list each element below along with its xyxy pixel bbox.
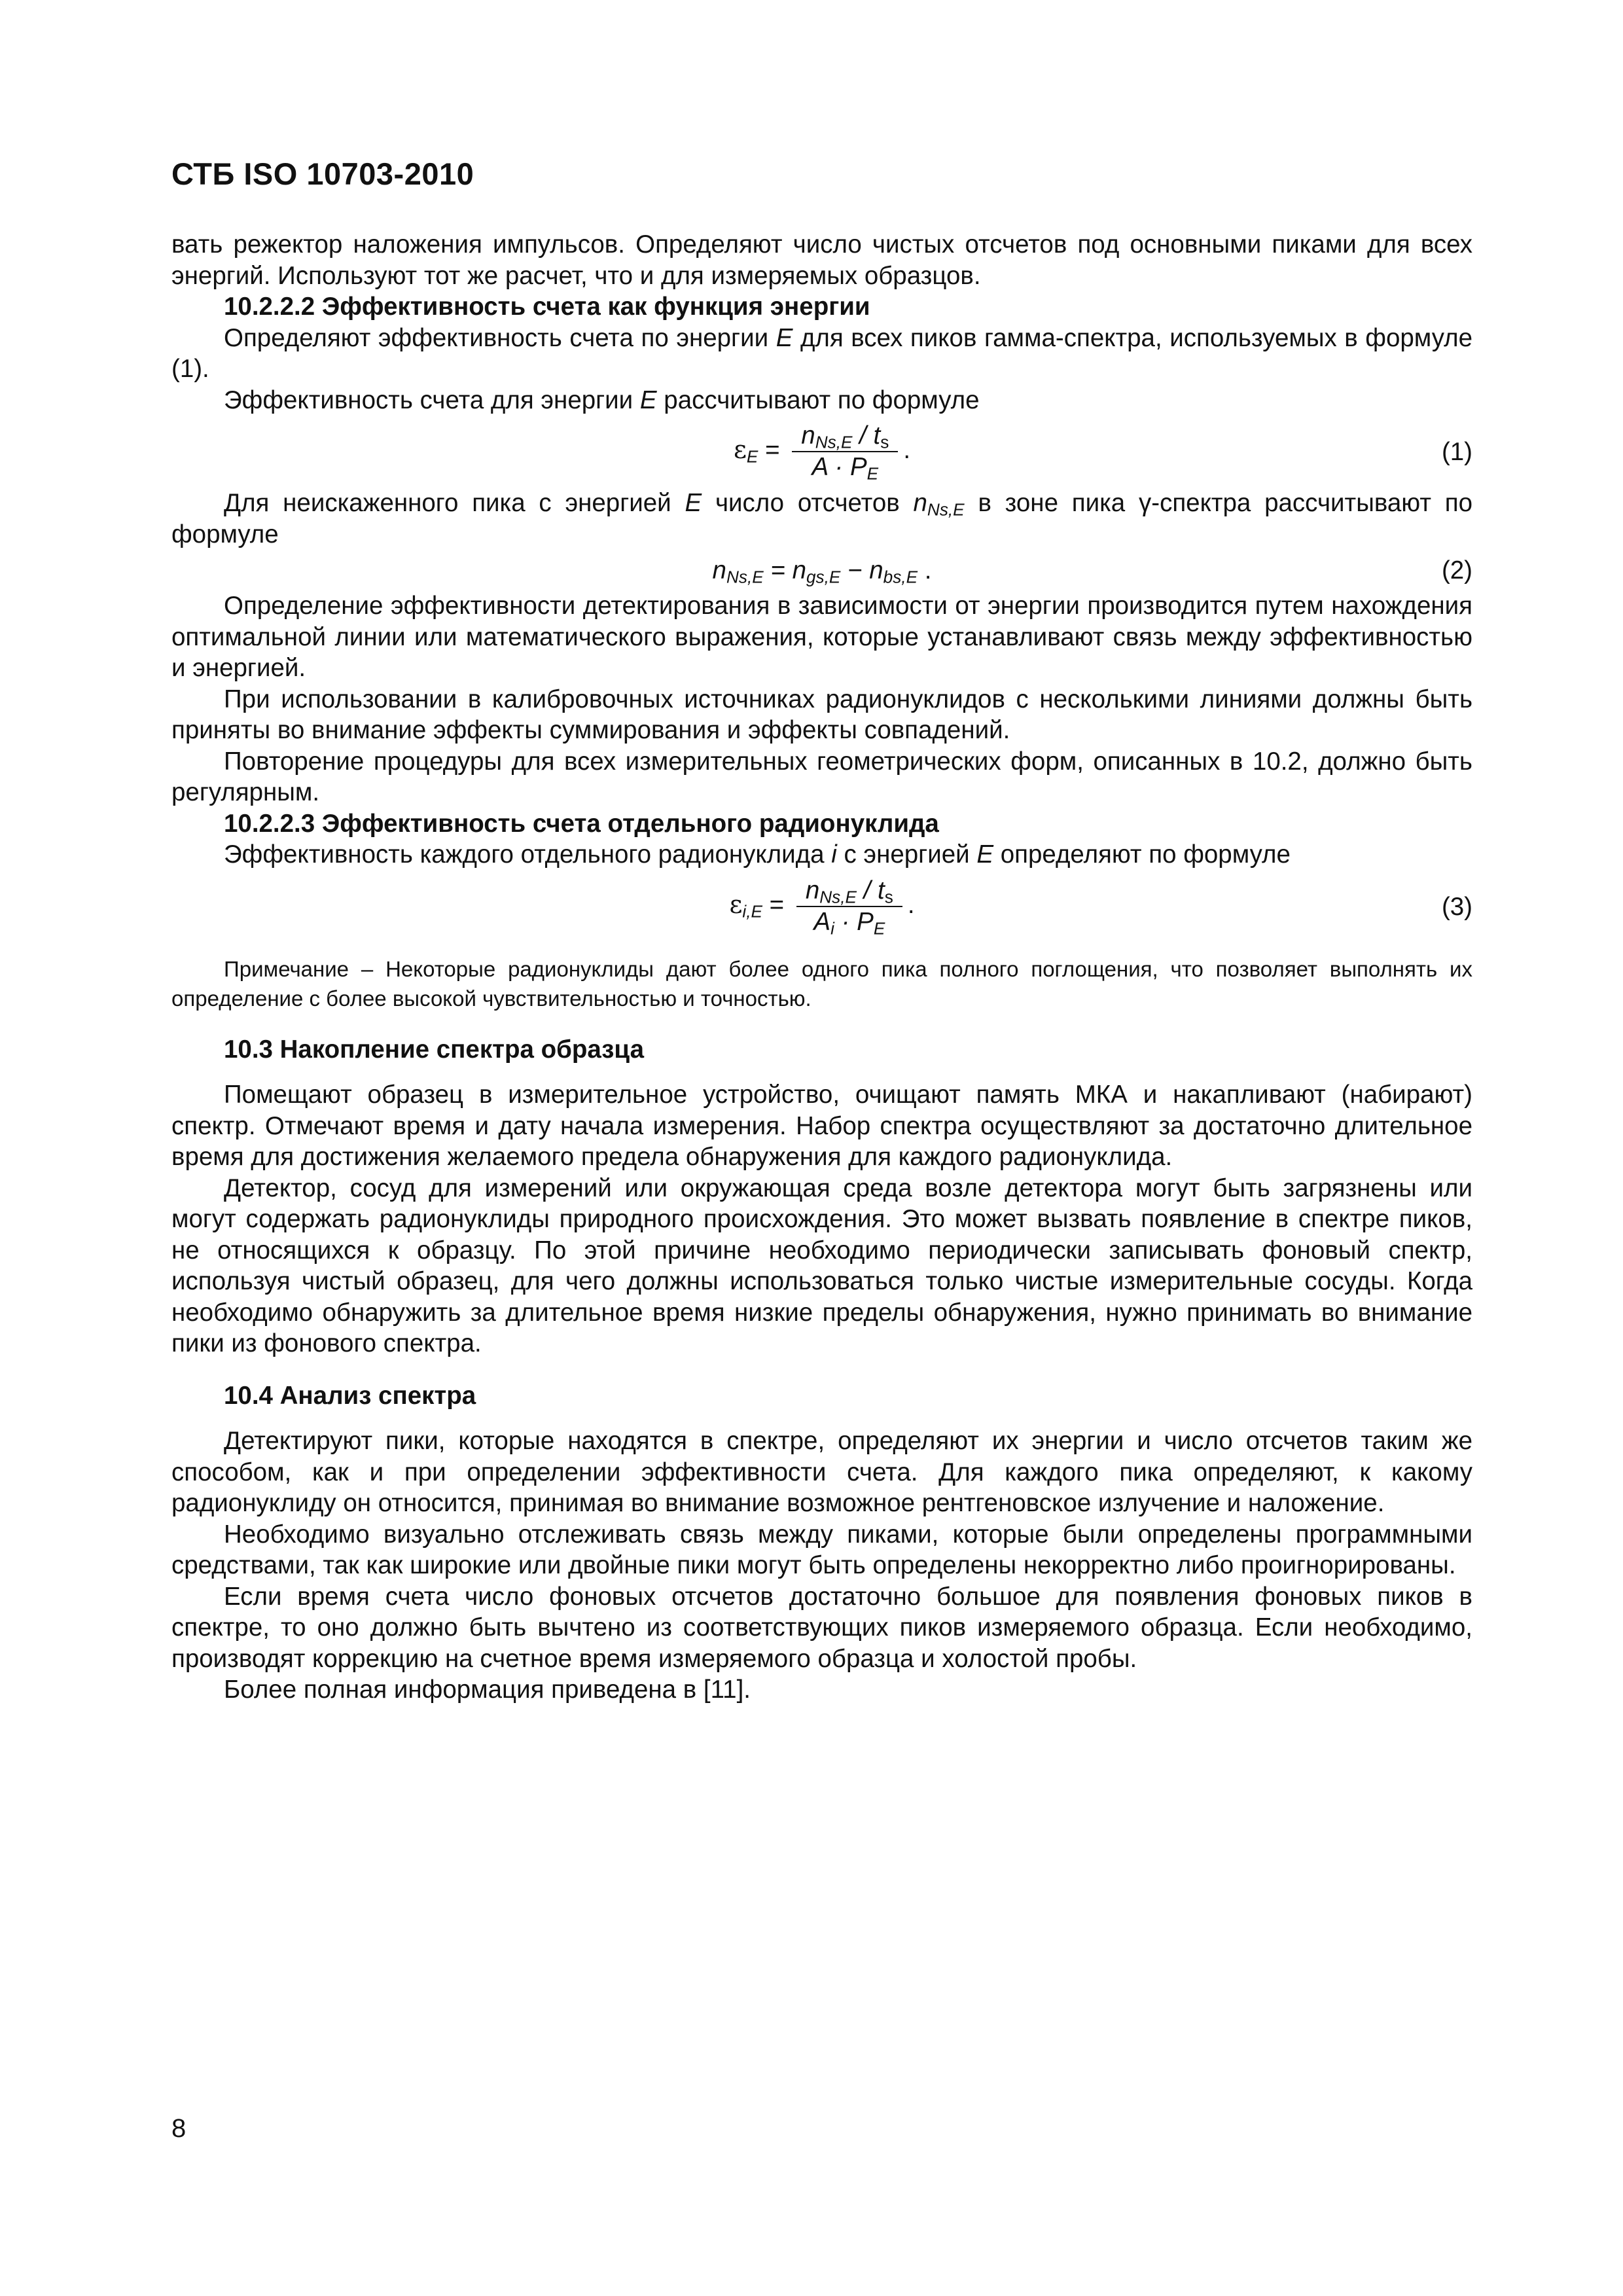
paragraph-visual-check: Необходимо визуально отслеживать связь между пиками, которые были определены программными средствами, так как широкие или двойные пики могут быть определены некорректно либо проигнорированы. [171, 1520, 1472, 1579]
paragraph-formula-3-intro: Эффективность каждого отдельного радионуклида i с энергией E определяют по формуле [224, 840, 1291, 869]
paragraph-reference: Более полная информация приведена в [11]. [224, 1676, 751, 1704]
paragraph-repeat-procedure: Повторение процедуры для всех измерительных геометрических форм, описанных в 10.2, должно быть регулярным. [171, 747, 1472, 806]
paragraph-detection-efficiency: Определение эффективности детектирования в зависимости от энергии производится путем нахождения оптимальной линии или математического выражения, которые устанавливают связь между эффективностью и энергией. [171, 592, 1472, 682]
equation-number-2: (2) [1441, 556, 1472, 584]
paragraph-formula-1-intro: Эффективность счета для энергии E рассчитывают по формуле [224, 386, 980, 414]
section-heading-10-4: 10.4 Анализ спектра [224, 1381, 476, 1410]
equation-number-3: (3) [1441, 892, 1472, 921]
document-body [171, 229, 1472, 1706]
equation-number-1: (1) [1441, 438, 1472, 466]
paragraph-efficiency-intro: Определяют эффективность счета по энергии E для всех пиков гамма-спектра, используемых в формуле (1). [171, 323, 1472, 383]
paragraph-formula-2-intro: Для неискаженного пика с энергией E число отсчетов $n_{Ns,E}$ в зоне пика γ-спектра рассчитывают по формуле [171, 489, 1472, 548]
page-number: 8 [171, 2114, 187, 2143]
document-header: СТБ ISO 10703-2010 [171, 156, 474, 191]
section-heading-10-2-2-2: 10.2.2.2 Эффективность счета как функция энергии [224, 293, 870, 321]
paragraph-sample-placement: Помещают образец в измерительное устройство, очищают память МКА и накапливают (набирают) спектр. Отмечают время и дату начала измерения. Набор спектра осуществляют за достаточно длительное время для достижения желаемого предела обнаружения для каждого радионуклида. [171, 1081, 1472, 1171]
paragraph-calibration-sources: При использовании в калибровочных источниках радионуклидов с несколькими линиями должны быть приняты во внимание эффекты суммирования и эффекты совпадений. [171, 685, 1472, 744]
fraction: $\frac{n_{Ns,E} / t_s}{A \cdot P_E}$ [792, 421, 898, 482]
paragraph-peak-detection: Детектируют пики, которые находятся в спектре, определяют их энергии и число отсчетов таким же способом, как и при определении эффективности счета. Для каждого пика определяют, к какому радионуклиду он относится, принимая во внимание возможное рентгеновское излучение и наложение. [171, 1427, 1472, 1517]
paragraph-continuation: вать режектор наложения импульсов. Определяют число чистых отсчетов под основными пиками для всех энергий. Используют тот же расчет, что и для измеряемых образцов. [171, 230, 1472, 290]
note: Примечание – Некоторые радионуклиды дают более одного пика полного поглощения, что позволяет выполнять их определение с более высокой чувствительностью и точностью. [171, 956, 1472, 1011]
fraction: $\frac{n_{Ns,E} / t_s}{A_i \cdot P_E}$ [796, 876, 902, 937]
formula-2: $n_{Ns,E} = n_{gs,E} - n_{bs,E}$ . (2) [712, 556, 1472, 587]
paragraph-background-subtraction: Если время счета число фоновых отсчетов достаточно большое для появления фоновых пиков в спектре, то оно должно быть вычтено из соответствующих пиков измеряемого образца. Если необходимо, производят коррекцию на счетное время измеряемого образца и холостой пробы. [171, 1582, 1472, 1673]
formula-1: $\varepsilon_E$ = $\frac{n_{Ns,E} / t_s}{A \cdot P_E}$ . (1) [733, 422, 1472, 484]
formula-3: $\varepsilon_{i,E}$ = $\frac{n_{Ns,E} / t_s}{A_i \cdot P_E}$ . (3) [729, 876, 1472, 939]
section-heading-10-2-2-3: 10.2.2.3 Эффективность счета отдельного радионуклида [224, 809, 939, 838]
section-heading-10-3: 10.3 Накопление спектра образца [224, 1035, 644, 1064]
paragraph-background-spectrum: Детектор, сосуд для измерений или окружающая среда возле детектора могут быть загрязнены или могут содержать радионуклиды природного происхождения. Это может вызвать появление в спектре пиков, не относящихся к образцу. По этой причине необходимо периодически записывать фоновый спектр, используя чистый образец, для чего должны использоваться только чистые измерительные сосуды. Когда необходимо обнаружить за длительное время низкие пределы обнаружения, нужно принимать во внимание пики из фонового спектра. [171, 1174, 1472, 1357]
